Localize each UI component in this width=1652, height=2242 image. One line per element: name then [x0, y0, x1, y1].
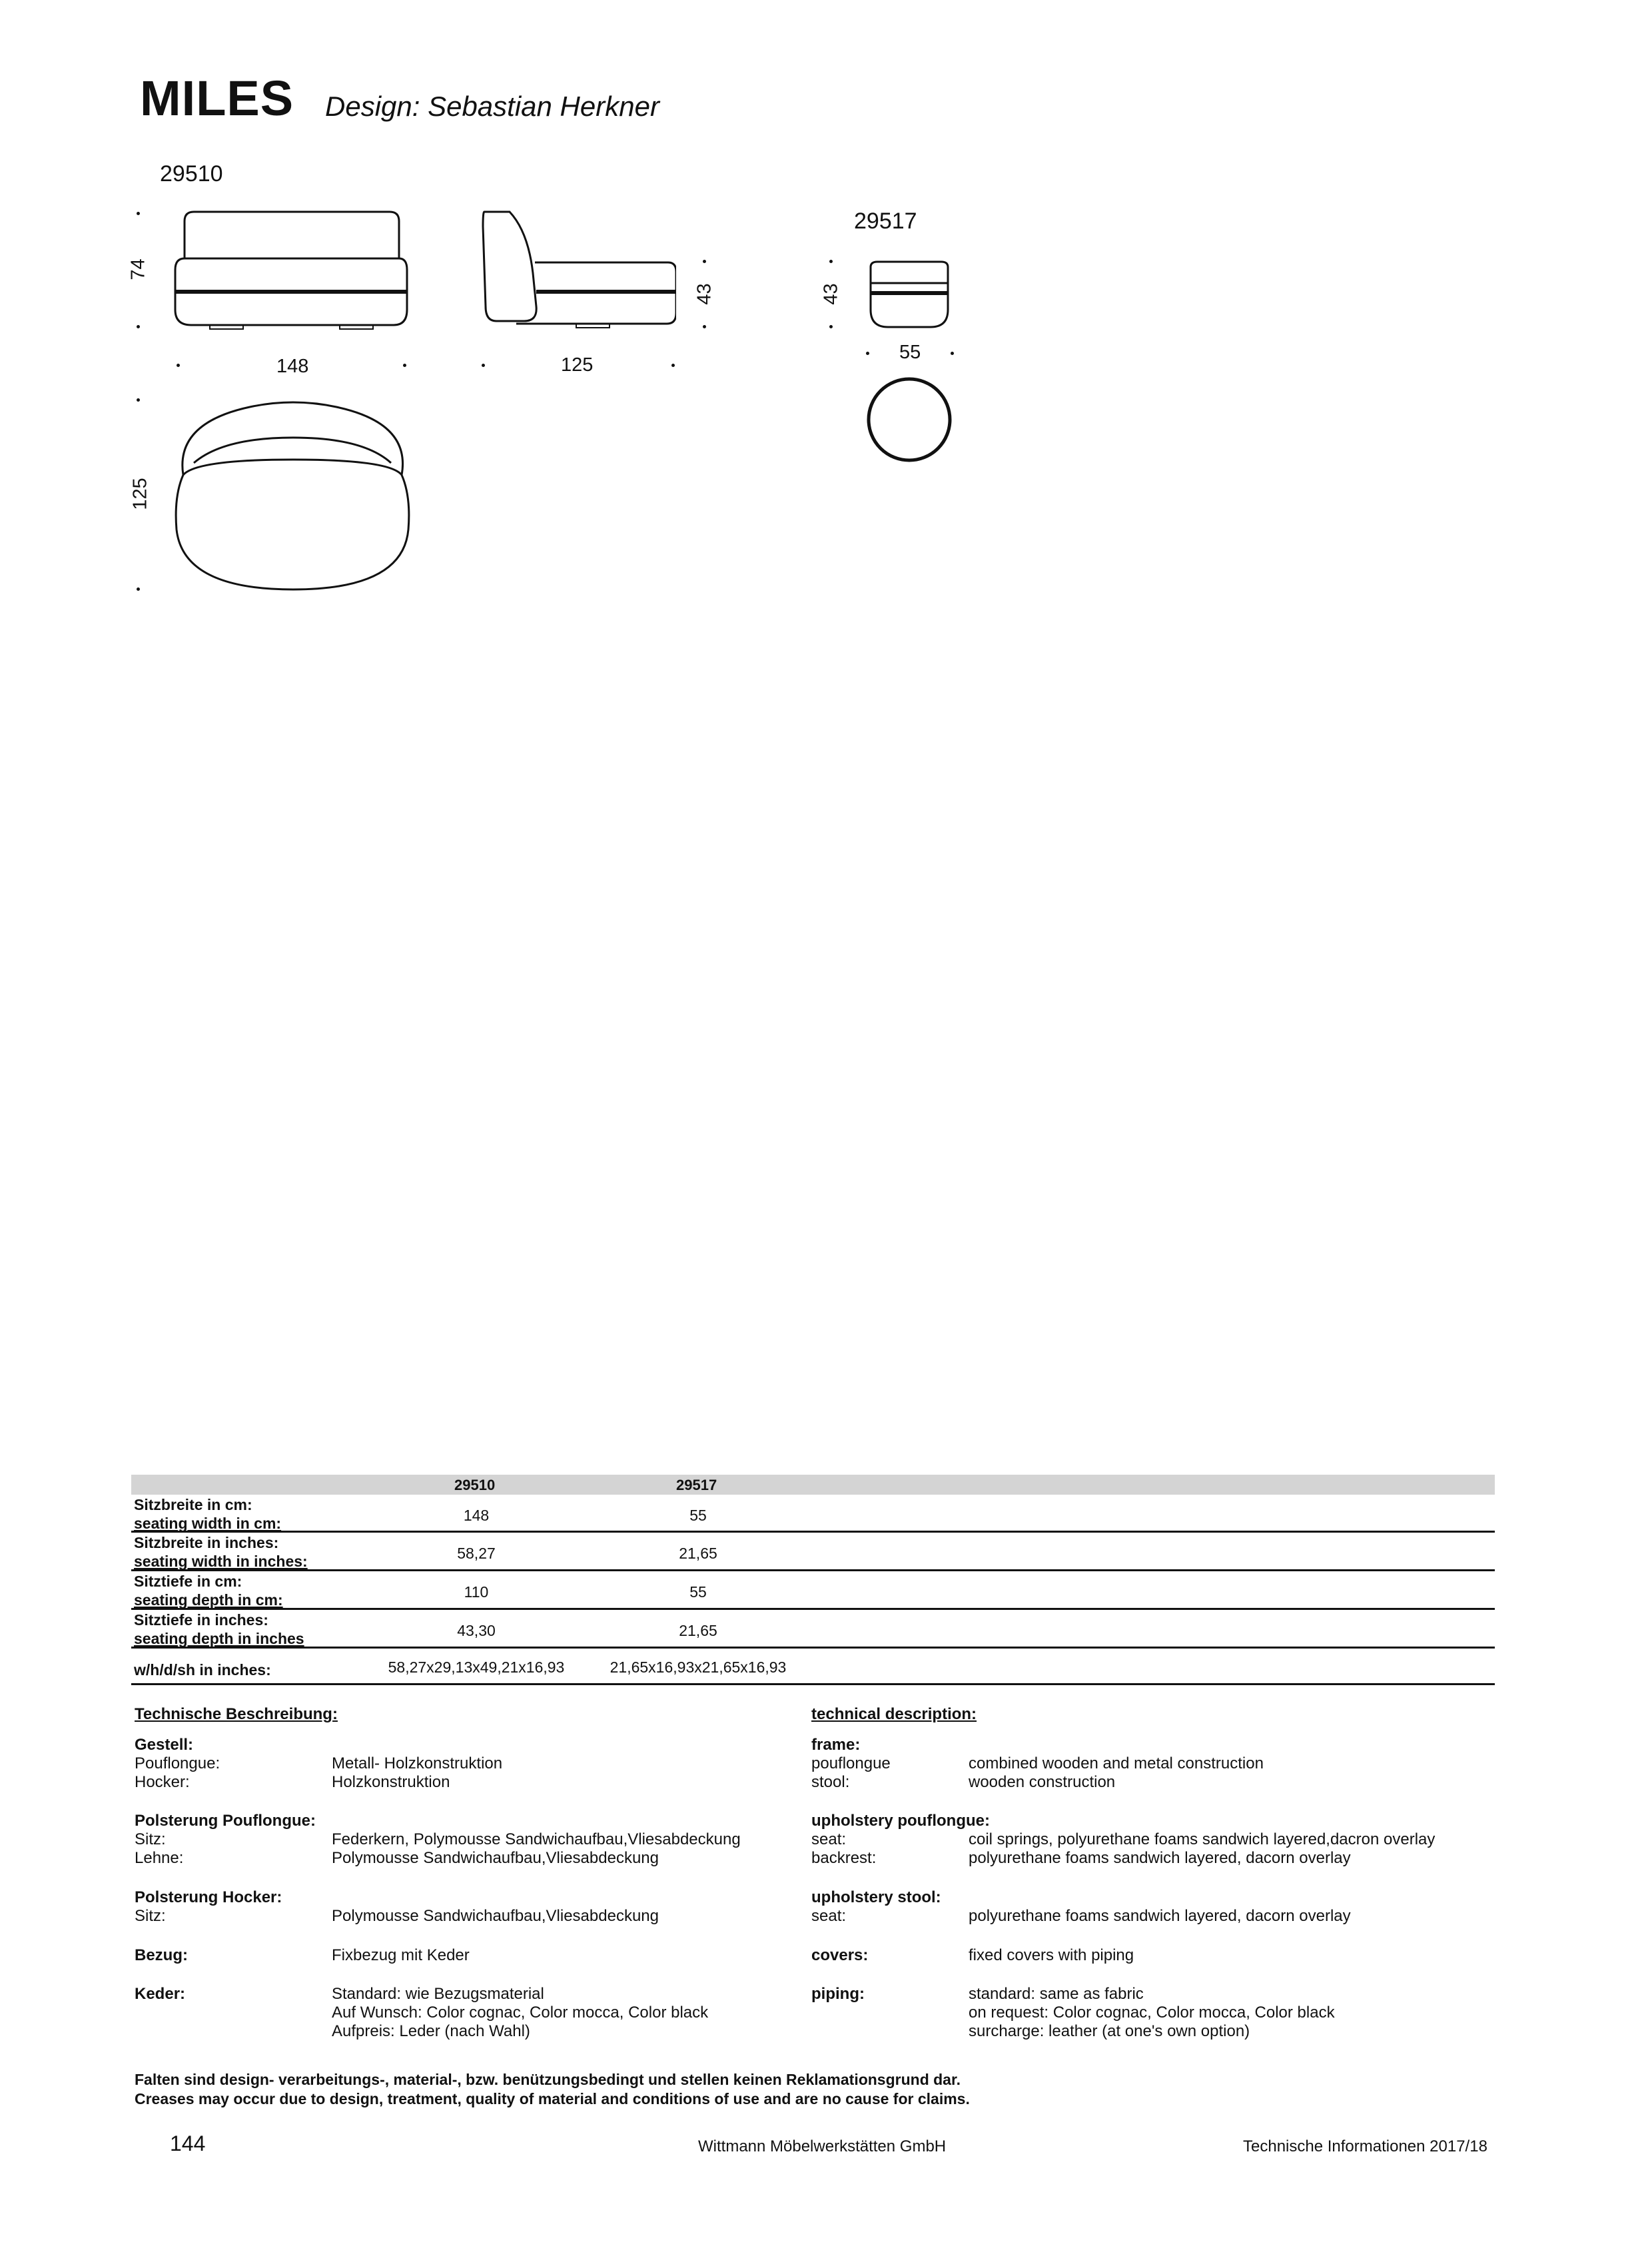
frame-title: Gestell:: [135, 1736, 194, 1754]
frame-pouf-label: Pouflongue:: [135, 1754, 220, 1772]
upholstery-pouf-seat-value: Federkern, Polymousse Sandwichaufbau,Vliesabdeckung: [332, 1830, 741, 1848]
page-number: 144: [170, 2131, 206, 2155]
row-label: w/h/d/sh in inches:: [134, 1661, 271, 1679]
designer-credit: Design: Sebastian Herkner: [325, 91, 659, 122]
upholstery-pouf-title: upholstery pouflongue:: [811, 1812, 990, 1830]
row-value: 21,65x16,93x21,65x16,93: [610, 1659, 787, 1676]
section-heading: Technische Beschreibung:: [135, 1705, 338, 1723]
pouflongue-side-view: [476, 206, 676, 333]
piping-value: standard: same as fabric: [969, 1985, 1144, 2003]
frame-stool-label: stool:: [811, 1773, 850, 1791]
upholstery-pouf-back-value: polyurethane foams sandwich layered, dacorn overlay: [969, 1849, 1351, 1867]
pouflongue-top-view: [170, 396, 416, 596]
row-value: 58,27x29,13x49,21x16,93: [388, 1659, 565, 1676]
cover-value: Fixbezug mit Keder: [332, 1946, 470, 1964]
frame-stool-value: Holzkonstruktion: [332, 1773, 450, 1791]
dimension-dot: [137, 587, 140, 591]
dimension-dot: [177, 364, 180, 367]
row-label-de: Sitzbreite in inches:: [134, 1534, 279, 1551]
stool-front-view: [863, 256, 956, 336]
upholstery-pouf-back-label: Lehne:: [135, 1849, 184, 1867]
publication-title: Technische Informationen 2017/18: [1243, 2137, 1487, 2155]
dimension-dot: [829, 325, 833, 328]
row-label-en: seating width in inches:: [134, 1553, 308, 1570]
dimension-dot: [671, 364, 675, 367]
pouflongue-code: 29510: [160, 161, 223, 187]
row-label-de: Sitztiefe in inches:: [134, 1611, 268, 1629]
row-value: 55: [689, 1507, 707, 1524]
upholstery-pouf-seat-label: seat:: [811, 1830, 847, 1848]
dimension-dot: [137, 212, 140, 215]
technical-description-de: [135, 1705, 801, 2065]
dimension-dot: [482, 364, 485, 367]
stool-height-label: 43: [820, 283, 842, 305]
row-label-en: seating width in cm:: [134, 1515, 282, 1532]
pouflongue-height-label: 74: [127, 258, 149, 280]
frame-stool-value: wooden construction: [969, 1773, 1116, 1791]
row-value: 55: [689, 1583, 707, 1601]
row-value: 148: [463, 1507, 490, 1524]
row-label-de: Sitztiefe in cm:: [134, 1573, 242, 1590]
piping-value: surcharge: leather (at one's own option): [969, 2022, 1250, 2040]
piping-label: Keder:: [135, 1985, 186, 2003]
piping-value: Standard: wie Bezugsmaterial: [332, 1985, 544, 2003]
company-name: Wittmann Möbelwerkstätten GmbH: [698, 2137, 947, 2155]
row-value: 21,65: [679, 1622, 717, 1639]
stool-code: 29517: [854, 208, 917, 234]
table-row: [131, 1571, 1495, 1610]
pouflongue-seat-height-label: 43: [693, 283, 715, 305]
upholstery-stool-seat-label: seat:: [811, 1907, 847, 1925]
section-heading: technical description:: [811, 1705, 977, 1723]
cover-label: Bezug:: [135, 1946, 188, 1964]
table-row: [131, 1610, 1495, 1649]
stool-top-view: [863, 373, 956, 466]
upholstery-stool-seat-label: Sitz:: [135, 1907, 166, 1925]
row-value: 21,65: [679, 1545, 717, 1562]
row-label-de: Sitzbreite in cm:: [134, 1496, 252, 1513]
pouflongue-front-view: [170, 206, 416, 340]
cover-value: fixed covers with piping: [969, 1946, 1134, 1964]
column-header-29517: 29517: [676, 1477, 717, 1493]
frame-stool-label: Hocker:: [135, 1773, 190, 1791]
frame-pouf-label: pouflongue: [811, 1754, 891, 1772]
upholstery-pouf-seat-value: coil springs, polyurethane foams sandwich layered,dacron overlay: [969, 1830, 1436, 1848]
frame-pouf-value: combined wooden and metal construction: [969, 1754, 1264, 1772]
dimension-dot: [951, 352, 954, 355]
frame-pouf-value: Metall- Holzkonstruktion: [332, 1754, 503, 1772]
table-row: [131, 1649, 1495, 1685]
spec-table-header: [131, 1475, 1495, 1495]
note-en: Creases may occur due to design, treatment, quality of material and conditions of use and are no cause for claims.: [135, 2090, 970, 2107]
dimension-dot: [403, 364, 406, 367]
upholstery-stool-seat-value: Polymousse Sandwichaufbau,Vliesabdeckung: [332, 1907, 659, 1925]
row-value: 110: [464, 1583, 489, 1601]
dimension-dot: [866, 352, 869, 355]
upholstery-pouf-title: Polsterung Pouflongue:: [135, 1812, 316, 1830]
frame-title: frame:: [811, 1736, 861, 1754]
row-label-en: seating depth in cm:: [134, 1591, 283, 1609]
row-value: 43,30: [457, 1622, 496, 1639]
upholstery-stool-title: upholstery stool:: [811, 1888, 941, 1906]
product-title: MILES: [140, 71, 294, 126]
upholstery-stool-seat-value: polyurethane foams sandwich layered, dacorn overlay: [969, 1907, 1351, 1925]
pouflongue-depth-label: 125: [561, 354, 594, 376]
dimension-dot: [703, 325, 706, 328]
upholstery-stool-title: Polsterung Hocker:: [135, 1888, 282, 1906]
dimension-dot: [829, 260, 833, 263]
cover-label: covers:: [811, 1946, 869, 1964]
table-row: [131, 1533, 1495, 1571]
table-row: [131, 1495, 1495, 1533]
piping-label: piping:: [811, 1985, 865, 2003]
piping-value: Auf Wunsch: Color cognac, Color mocca, Color black: [332, 2004, 709, 2022]
piping-value: Aufpreis: Leder (nach Wahl): [332, 2022, 530, 2040]
column-header-29510: 29510: [454, 1477, 496, 1493]
dimension-dot: [137, 398, 140, 402]
row-value: 58,27: [457, 1545, 496, 1562]
dimension-dot: [137, 325, 140, 328]
spec-table: [131, 1475, 1495, 1685]
upholstery-pouf-back-label: backrest:: [811, 1849, 877, 1867]
dimension-dot: [703, 260, 706, 263]
pouflongue-width-label: 148: [276, 356, 309, 377]
upholstery-pouf-seat-label: Sitz:: [135, 1830, 166, 1848]
technical-description-en: [811, 1705, 1491, 2065]
stool-width-label: 55: [899, 342, 921, 363]
piping-value: on request: Color cognac, Color mocca, Color black: [969, 2004, 1335, 2022]
pouflongue-top-depth-label: 125: [129, 478, 151, 510]
note-de: Falten sind design- verarbeitungs-, material-, bzw. benützungsbedingt und stellen keinen Reklamationsgrund dar.: [135, 2071, 961, 2088]
upholstery-pouf-back-value: Polymousse Sandwichaufbau,Vliesabdeckung: [332, 1849, 659, 1867]
notes: [135, 2070, 970, 2109]
row-label-en: seating depth in inches: [134, 1630, 304, 1647]
